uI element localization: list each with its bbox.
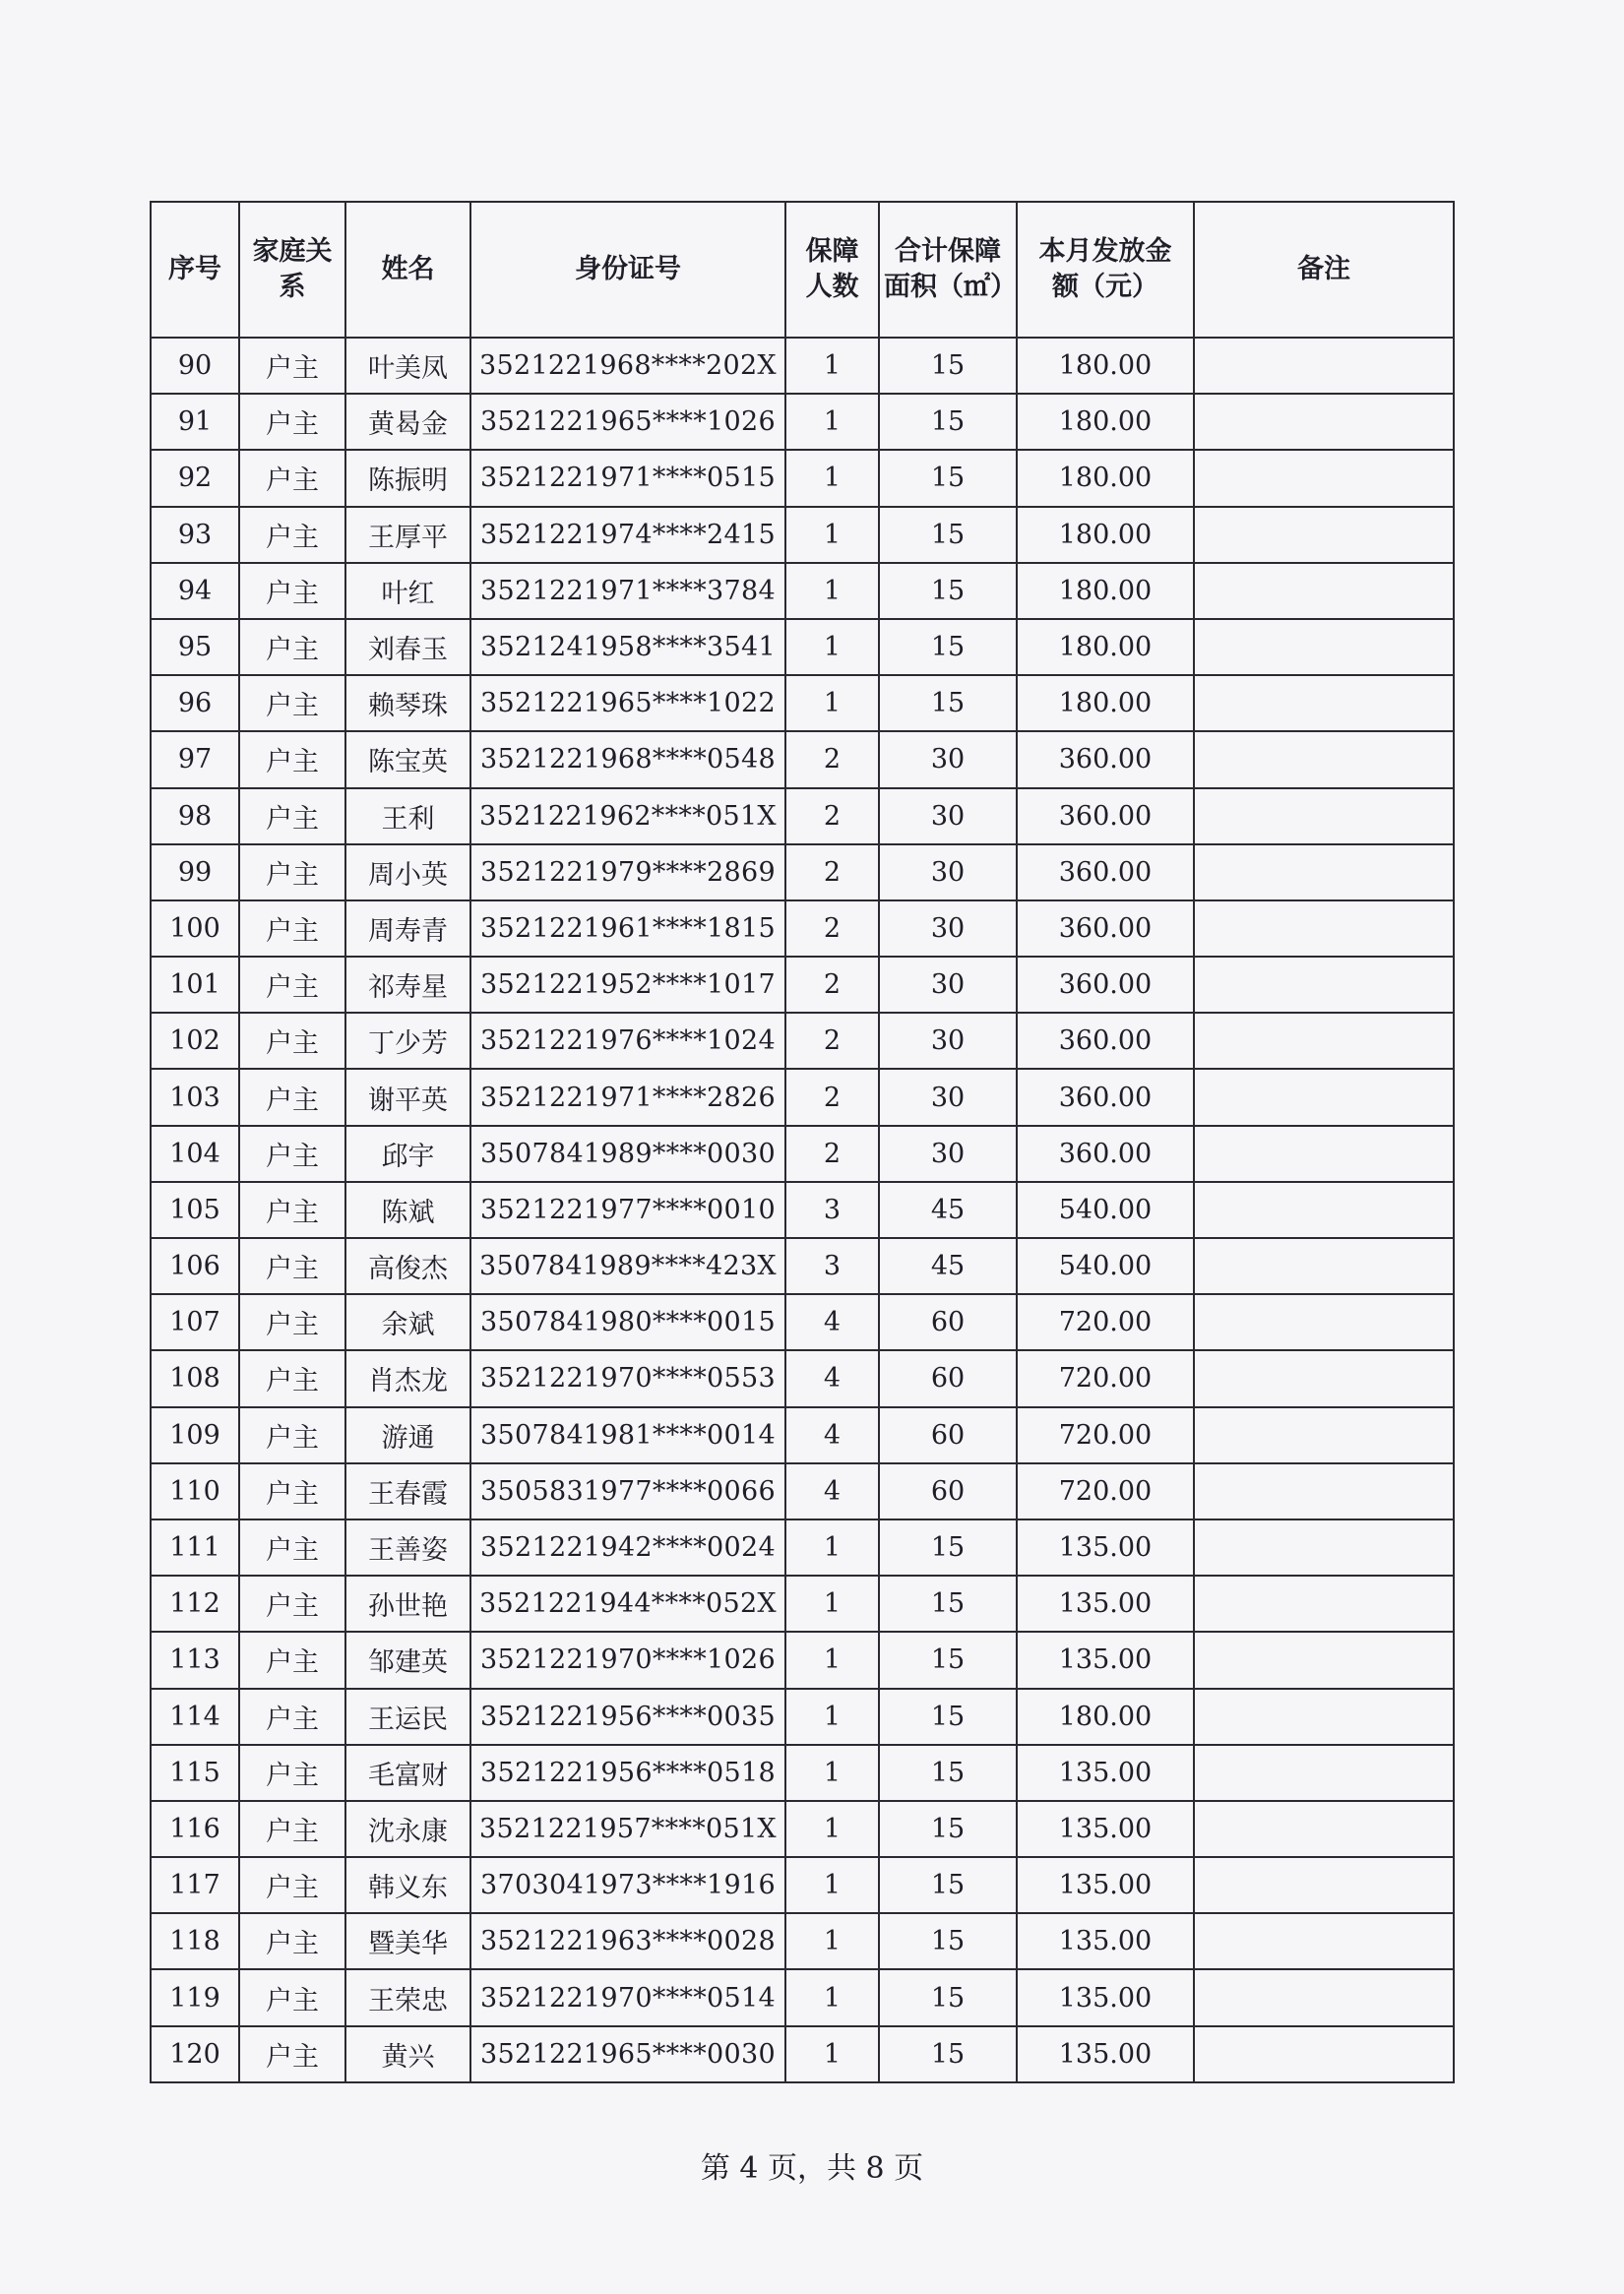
table-row: [151, 507, 1454, 563]
persons-cell: 3: [785, 1182, 879, 1238]
amount-cell: 720.00: [1017, 1350, 1194, 1406]
seq-cell: 100: [151, 900, 239, 957]
area-cell: 15: [879, 450, 1017, 506]
seq-cell: 92: [151, 450, 239, 506]
table-row: [151, 675, 1454, 731]
persons-cell: 4: [785, 1350, 879, 1406]
table-row: [151, 957, 1454, 1013]
area-cell: 30: [879, 1013, 1017, 1069]
remarks-cell: [1194, 1969, 1454, 2025]
name-cell: 黄曷金: [345, 394, 470, 450]
seq-cell: 95: [151, 619, 239, 675]
relation-cell: 户主: [239, 731, 345, 787]
persons-cell: 4: [785, 1463, 879, 1519]
remarks-cell: [1194, 1519, 1454, 1576]
id-number-cell: 3521221961****1815: [470, 900, 785, 957]
amount-cell: 180.00: [1017, 1689, 1194, 1745]
table-row: [151, 450, 1454, 506]
amount-cell: 720.00: [1017, 1294, 1194, 1350]
remarks-cell: [1194, 1126, 1454, 1182]
page-footer: 第 4 页，共 8 页: [700, 2151, 924, 2186]
housing-subsidy-table: [150, 201, 1455, 2083]
area-cell: 15: [879, 1913, 1017, 1969]
amount-cell: 180.00: [1017, 338, 1194, 394]
remarks-cell: [1194, 1857, 1454, 1913]
name-cell: 周小英: [345, 844, 470, 900]
amount-cell: 135.00: [1017, 1913, 1194, 1969]
remarks-cell: [1194, 563, 1454, 619]
area-cell: 30: [879, 788, 1017, 844]
amount-cell: 360.00: [1017, 731, 1194, 787]
seq-cell: 93: [151, 507, 239, 563]
id-number-cell: 3521221965****1022: [470, 675, 785, 731]
relation-cell: 户主: [239, 1350, 345, 1406]
seq-cell: 112: [151, 1576, 239, 1632]
remarks-cell: [1194, 1407, 1454, 1463]
header-remarks: 备注: [1194, 202, 1454, 338]
id-number-cell: 3521221956****0035: [470, 1689, 785, 1745]
amount-cell: 540.00: [1017, 1238, 1194, 1294]
table-row: [151, 1576, 1454, 1632]
table-row: [151, 563, 1454, 619]
persons-cell: 1: [785, 1745, 879, 1801]
relation-cell: 户主: [239, 338, 345, 394]
area-cell: 15: [879, 2026, 1017, 2082]
area-cell: 60: [879, 1463, 1017, 1519]
table-row: [151, 1519, 1454, 1576]
remarks-cell: [1194, 1182, 1454, 1238]
remarks-cell: [1194, 731, 1454, 787]
persons-cell: 2: [785, 1126, 879, 1182]
id-number-cell: 3521221976****1024: [470, 1013, 785, 1069]
seq-cell: 99: [151, 844, 239, 900]
relation-cell: 户主: [239, 1013, 345, 1069]
relation-cell: 户主: [239, 1238, 345, 1294]
persons-cell: 2: [785, 788, 879, 844]
area-cell: 60: [879, 1350, 1017, 1406]
remarks-cell: [1194, 1801, 1454, 1857]
id-number-cell: 3507841989****0030: [470, 1126, 785, 1182]
persons-cell: 1: [785, 1969, 879, 2025]
relation-cell: 户主: [239, 1069, 345, 1125]
persons-cell: 1: [785, 675, 879, 731]
seq-cell: 104: [151, 1126, 239, 1182]
id-number-cell: 3521221968****0548: [470, 731, 785, 787]
remarks-cell: [1194, 1294, 1454, 1350]
amount-cell: 135.00: [1017, 1632, 1194, 1688]
seq-cell: 98: [151, 788, 239, 844]
persons-cell: 2: [785, 844, 879, 900]
id-number-cell: 3521221963****0028: [470, 1913, 785, 1969]
id-number-cell: 3521221970****1026: [470, 1632, 785, 1688]
name-cell: 毛富财: [345, 1745, 470, 1801]
remarks-cell: [1194, 1913, 1454, 1969]
seq-cell: 96: [151, 675, 239, 731]
amount-cell: 135.00: [1017, 1801, 1194, 1857]
id-number-cell: 3521221971****0515: [470, 450, 785, 506]
table-row: [151, 844, 1454, 900]
name-cell: 王荣忠: [345, 1969, 470, 2025]
name-cell: 沈永康: [345, 1801, 470, 1857]
name-cell: 邹建英: [345, 1632, 470, 1688]
table-row: [151, 1801, 1454, 1857]
name-cell: 余斌: [345, 1294, 470, 1350]
persons-cell: 1: [785, 450, 879, 506]
id-number-cell: 3521221971****3784: [470, 563, 785, 619]
name-cell: 肖杰龙: [345, 1350, 470, 1406]
table-row: [151, 1463, 1454, 1519]
relation-cell: 户主: [239, 900, 345, 957]
name-cell: 孙世艳: [345, 1576, 470, 1632]
relation-cell: 户主: [239, 844, 345, 900]
id-number-cell: 3521221956****0518: [470, 1745, 785, 1801]
relation-cell: 户主: [239, 1745, 345, 1801]
amount-cell: 180.00: [1017, 507, 1194, 563]
seq-cell: 113: [151, 1632, 239, 1688]
area-cell: 15: [879, 619, 1017, 675]
persons-cell: 1: [785, 1857, 879, 1913]
name-cell: 王厚平: [345, 507, 470, 563]
amount-cell: 720.00: [1017, 1407, 1194, 1463]
persons-cell: 1: [785, 1913, 879, 1969]
header-covered-persons: 保障人数: [785, 202, 879, 338]
amount-cell: 360.00: [1017, 788, 1194, 844]
remarks-cell: [1194, 957, 1454, 1013]
persons-cell: 2: [785, 957, 879, 1013]
persons-cell: 1: [785, 1689, 879, 1745]
relation-cell: 户主: [239, 2026, 345, 2082]
table-row: [151, 1857, 1454, 1913]
persons-cell: 1: [785, 1801, 879, 1857]
header-seq: 序号: [151, 202, 239, 338]
amount-cell: 360.00: [1017, 844, 1194, 900]
table-row: [151, 619, 1454, 675]
seq-cell: 118: [151, 1913, 239, 1969]
seq-cell: 110: [151, 1463, 239, 1519]
area-cell: 30: [879, 957, 1017, 1013]
seq-cell: 91: [151, 394, 239, 450]
relation-cell: 户主: [239, 394, 345, 450]
amount-cell: 360.00: [1017, 900, 1194, 957]
name-cell: 周寿青: [345, 900, 470, 957]
seq-cell: 115: [151, 1745, 239, 1801]
seq-cell: 106: [151, 1238, 239, 1294]
relation-cell: 户主: [239, 1294, 345, 1350]
remarks-cell: [1194, 2026, 1454, 2082]
remarks-cell: [1194, 844, 1454, 900]
persons-cell: 1: [785, 338, 879, 394]
area-cell: 15: [879, 1689, 1017, 1745]
name-cell: 暨美华: [345, 1913, 470, 1969]
seq-cell: 119: [151, 1969, 239, 2025]
persons-cell: 2: [785, 731, 879, 787]
name-cell: 王春霞: [345, 1463, 470, 1519]
id-number-cell: 3521221968****202X: [470, 338, 785, 394]
seq-cell: 94: [151, 563, 239, 619]
persons-cell: 1: [785, 2026, 879, 2082]
relation-cell: 户主: [239, 1519, 345, 1576]
amount-cell: 720.00: [1017, 1463, 1194, 1519]
area-cell: 30: [879, 1069, 1017, 1125]
table-row: [151, 394, 1454, 450]
relation-cell: 户主: [239, 563, 345, 619]
remarks-cell: [1194, 450, 1454, 506]
relation-cell: 户主: [239, 1407, 345, 1463]
persons-cell: 1: [785, 563, 879, 619]
table-row: [151, 338, 1454, 394]
remarks-cell: [1194, 1013, 1454, 1069]
table-row: [151, 731, 1454, 787]
table-row: [151, 1294, 1454, 1350]
area-cell: 15: [879, 394, 1017, 450]
amount-cell: 135.00: [1017, 1969, 1194, 2025]
relation-cell: 户主: [239, 1632, 345, 1688]
table-row: [151, 1013, 1454, 1069]
name-cell: 祁寿星: [345, 957, 470, 1013]
seq-cell: 97: [151, 731, 239, 787]
id-number-cell: 3521221979****2869: [470, 844, 785, 900]
area-cell: 15: [879, 1801, 1017, 1857]
area-cell: 15: [879, 507, 1017, 563]
remarks-cell: [1194, 338, 1454, 394]
id-number-cell: 3521221944****052X: [470, 1576, 785, 1632]
name-cell: 黄兴: [345, 2026, 470, 2082]
seq-cell: 111: [151, 1519, 239, 1576]
id-number-cell: 3521221965****0030: [470, 2026, 785, 2082]
area-cell: 15: [879, 563, 1017, 619]
amount-cell: 180.00: [1017, 675, 1194, 731]
table-row: [151, 1069, 1454, 1125]
remarks-cell: [1194, 1069, 1454, 1125]
area-cell: 15: [879, 1857, 1017, 1913]
header-name: 姓名: [345, 202, 470, 338]
amount-cell: 135.00: [1017, 1519, 1194, 1576]
id-number-cell: 3505831977****0066: [470, 1463, 785, 1519]
name-cell: 赖琴珠: [345, 675, 470, 731]
header-id-number: 身份证号: [470, 202, 785, 338]
table-row: [151, 1407, 1454, 1463]
seq-cell: 116: [151, 1801, 239, 1857]
id-number-cell: 3521221952****1017: [470, 957, 785, 1013]
table-row: [151, 1913, 1454, 1969]
name-cell: 陈宝英: [345, 731, 470, 787]
area-cell: 45: [879, 1238, 1017, 1294]
seq-cell: 117: [151, 1857, 239, 1913]
id-number-cell: 3507841980****0015: [470, 1294, 785, 1350]
id-number-cell: 3521221970****0553: [470, 1350, 785, 1406]
amount-cell: 360.00: [1017, 1013, 1194, 1069]
id-number-cell: 3521221957****051X: [470, 1801, 785, 1857]
area-cell: 45: [879, 1182, 1017, 1238]
name-cell: 王利: [345, 788, 470, 844]
area-cell: 15: [879, 675, 1017, 731]
header-relation: 家庭关系: [239, 202, 345, 338]
area-cell: 30: [879, 1126, 1017, 1182]
seq-cell: 108: [151, 1350, 239, 1406]
remarks-cell: [1194, 675, 1454, 731]
relation-cell: 户主: [239, 450, 345, 506]
seq-cell: 102: [151, 1013, 239, 1069]
table-row: [151, 788, 1454, 844]
remarks-cell: [1194, 1238, 1454, 1294]
amount-cell: 540.00: [1017, 1182, 1194, 1238]
persons-cell: 2: [785, 1013, 879, 1069]
remarks-cell: [1194, 394, 1454, 450]
persons-cell: 1: [785, 1576, 879, 1632]
name-cell: 高俊杰: [345, 1238, 470, 1294]
name-cell: 邱宇: [345, 1126, 470, 1182]
persons-cell: 1: [785, 394, 879, 450]
relation-cell: 户主: [239, 1689, 345, 1745]
area-cell: 15: [879, 1519, 1017, 1576]
area-cell: 60: [879, 1407, 1017, 1463]
relation-cell: 户主: [239, 957, 345, 1013]
id-number-cell: 3703041973****1916: [470, 1857, 785, 1913]
seq-cell: 90: [151, 338, 239, 394]
header-monthly-amount: 本月发放金额（元）: [1017, 202, 1194, 338]
table-row: [151, 1745, 1454, 1801]
relation-cell: 户主: [239, 788, 345, 844]
id-number-cell: 3521221974****2415: [470, 507, 785, 563]
remarks-cell: [1194, 619, 1454, 675]
amount-cell: 180.00: [1017, 450, 1194, 506]
relation-cell: 户主: [239, 1857, 345, 1913]
area-cell: 60: [879, 1294, 1017, 1350]
id-number-cell: 3521221970****0514: [470, 1969, 785, 2025]
remarks-cell: [1194, 1350, 1454, 1406]
seq-cell: 105: [151, 1182, 239, 1238]
remarks-cell: [1194, 1632, 1454, 1688]
amount-cell: 360.00: [1017, 1069, 1194, 1125]
name-cell: 刘春玉: [345, 619, 470, 675]
relation-cell: 户主: [239, 675, 345, 731]
persons-cell: 4: [785, 1407, 879, 1463]
name-cell: 游通: [345, 1407, 470, 1463]
table-row: [151, 2026, 1454, 2082]
area-cell: 30: [879, 731, 1017, 787]
table-row: [151, 1126, 1454, 1182]
header-total-area: 合计保障面积（㎡）: [879, 202, 1017, 338]
name-cell: 韩义东: [345, 1857, 470, 1913]
seq-cell: 114: [151, 1689, 239, 1745]
persons-cell: 2: [785, 900, 879, 957]
seq-cell: 120: [151, 2026, 239, 2082]
amount-cell: 135.00: [1017, 1576, 1194, 1632]
id-number-cell: 3521221962****051X: [470, 788, 785, 844]
remarks-cell: [1194, 507, 1454, 563]
id-number-cell: 3507841989****423X: [470, 1238, 785, 1294]
persons-cell: 1: [785, 1519, 879, 1576]
relation-cell: 户主: [239, 507, 345, 563]
table-row: [151, 1182, 1454, 1238]
remarks-cell: [1194, 788, 1454, 844]
name-cell: 陈斌: [345, 1182, 470, 1238]
header-row: [151, 202, 1454, 338]
persons-cell: 1: [785, 1632, 879, 1688]
table-body: [151, 338, 1454, 2082]
area-cell: 15: [879, 338, 1017, 394]
name-cell: 谢平英: [345, 1069, 470, 1125]
area-cell: 15: [879, 1576, 1017, 1632]
relation-cell: 户主: [239, 1576, 345, 1632]
persons-cell: 1: [785, 619, 879, 675]
remarks-cell: [1194, 1745, 1454, 1801]
id-number-cell: 3521221942****0024: [470, 1519, 785, 1576]
seq-cell: 109: [151, 1407, 239, 1463]
persons-cell: 2: [785, 1069, 879, 1125]
table-row: [151, 1969, 1454, 2025]
area-cell: 15: [879, 1632, 1017, 1688]
persons-cell: 1: [785, 507, 879, 563]
area-cell: 15: [879, 1745, 1017, 1801]
seq-cell: 103: [151, 1069, 239, 1125]
area-cell: 15: [879, 1969, 1017, 2025]
area-cell: 30: [879, 900, 1017, 957]
remarks-cell: [1194, 1463, 1454, 1519]
id-number-cell: 3521241958****3541: [470, 619, 785, 675]
name-cell: 丁少芳: [345, 1013, 470, 1069]
remarks-cell: [1194, 900, 1454, 957]
amount-cell: 135.00: [1017, 1745, 1194, 1801]
table-row: [151, 1689, 1454, 1745]
id-number-cell: 3521221971****2826: [470, 1069, 785, 1125]
relation-cell: 户主: [239, 1126, 345, 1182]
table-row: [151, 1350, 1454, 1406]
amount-cell: 135.00: [1017, 2026, 1194, 2082]
name-cell: 叶红: [345, 563, 470, 619]
seq-cell: 101: [151, 957, 239, 1013]
amount-cell: 180.00: [1017, 563, 1194, 619]
amount-cell: 360.00: [1017, 1126, 1194, 1182]
id-number-cell: 3521221965****1026: [470, 394, 785, 450]
relation-cell: 户主: [239, 1801, 345, 1857]
name-cell: 陈振明: [345, 450, 470, 506]
amount-cell: 180.00: [1017, 394, 1194, 450]
relation-cell: 户主: [239, 1463, 345, 1519]
remarks-cell: [1194, 1576, 1454, 1632]
amount-cell: 135.00: [1017, 1857, 1194, 1913]
id-number-cell: 3507841981****0014: [470, 1407, 785, 1463]
table-row: [151, 900, 1454, 957]
relation-cell: 户主: [239, 1182, 345, 1238]
name-cell: 王运民: [345, 1689, 470, 1745]
seq-cell: 107: [151, 1294, 239, 1350]
table-row: [151, 1632, 1454, 1688]
area-cell: 30: [879, 844, 1017, 900]
name-cell: 叶美凤: [345, 338, 470, 394]
persons-cell: 4: [785, 1294, 879, 1350]
amount-cell: 360.00: [1017, 957, 1194, 1013]
relation-cell: 户主: [239, 1969, 345, 2025]
remarks-cell: [1194, 1689, 1454, 1745]
persons-cell: 3: [785, 1238, 879, 1294]
relation-cell: 户主: [239, 1913, 345, 1969]
name-cell: 王善姿: [345, 1519, 470, 1576]
relation-cell: 户主: [239, 619, 345, 675]
id-number-cell: 3521221977****0010: [470, 1182, 785, 1238]
amount-cell: 180.00: [1017, 619, 1194, 675]
table-row: [151, 1238, 1454, 1294]
